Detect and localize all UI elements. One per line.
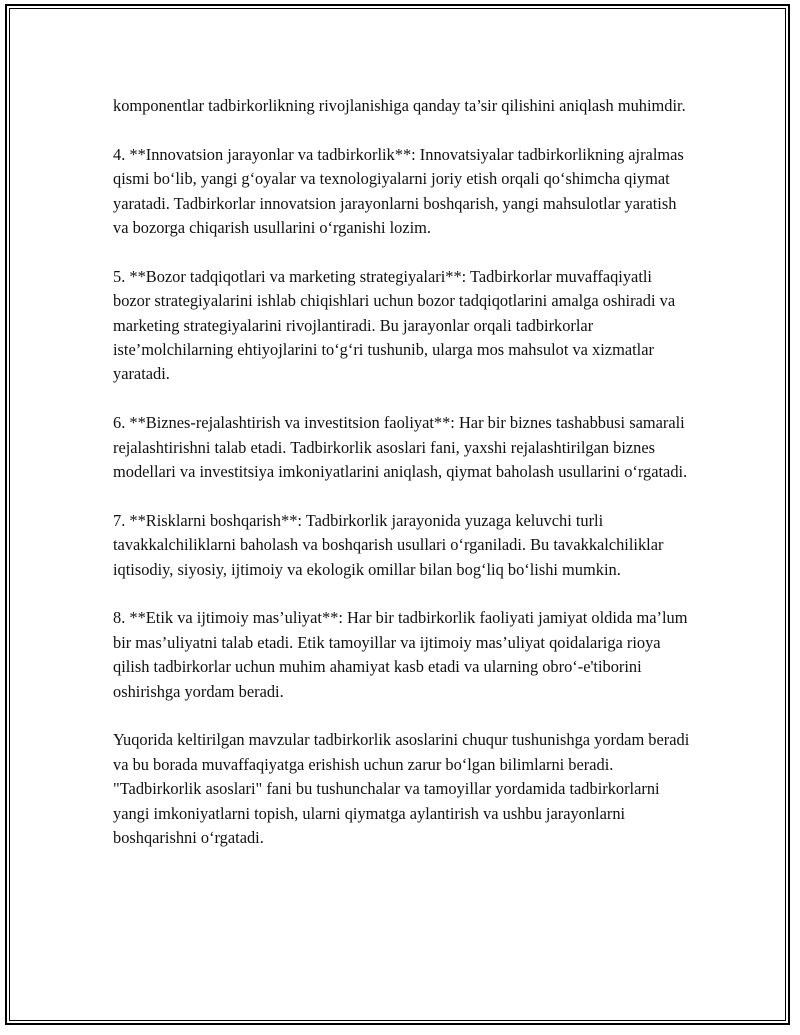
paragraph-risk-management: 7. **Risklarni boshqarish**: Tadbirkorlik jarayonida yuzaga keluvchi turli tavakkalchiliklarni baholash va boshqarish usullari o‘rganiladi. Bu tavakkalchiliklar iqtisodiy, siyosiy, ijtimoiy va ekologik omillar bilan bog‘liq bo‘lishi mumkin. xyxy=(113,510,664,579)
paragraph-market-research: 5. **Bozor tadqiqotlari va marketing strategiyalari**: Tadbirkorlar muvaffaqiyatli bozor strategiyalarini ishlab chiqishlari uchun bozor tadqiqotlarini amalga oshiradi va marketing strategiyalarini rivojlantiradi. Bu jarayonlar orqali tadbirkorlar iste’molchilarning ehtiyojlarini to‘g‘ri tushunib, ularga mos mahsulot va xizmatlar yaratadi. xyxy=(113,266,676,384)
paragraph-intro-continuation: komponentlar tadbirkorlikning rivojlanishiga qanday ta’sir qilishini aniqlash muhimdir. xyxy=(113,96,686,115)
document-body xyxy=(113,94,693,875)
paragraph-ethics: 8. **Etik va ijtimoiy mas’uliyat**: Har bir tadbirkorlik faoliyati jamiyat oldida ma’lum bir mas’uliyatni talab etadi. Etik tamoyillar va ijtimoiy mas’uliyat qoidalariga rioya qilish tadbirkorlar uchun muhim ahamiyat kasb etadi va ularning obro‘-e'tiborini oshirishga yordam beradi. xyxy=(113,608,688,701)
paragraph-conclusion: Yuqorida keltirilgan mavzular tadbirkorlik asoslarini chuqur tushunishga yordam beradi va bu borada muvaffaqiyatga erishish uchun zarur bo‘lgan bilimlarni beradi. "Tadbirkorlik asoslari" fani bu tushunchalar va tamoyillar yordamida tadbirkorlarni yangi imkoniyatlarni topish, ularni qiymatga aylantirish va ushbu jarayonlarni boshqarishni o‘rgatadi. xyxy=(113,730,690,848)
paragraph-business-planning: 6. **Biznes-rejalashtirish va investitsion faoliyat**: Har bir biznes tashabbusi samarali rejalashtirishni talab etadi. Tadbirkorlik asoslari fani, yaxshi rejalashtirilgan biznes modellari va investitsiya imkoniyatlarini aniqlash, qiymat baholash usullarini o‘rgatadi. xyxy=(113,413,688,482)
paragraph-innovation: 4. **Innovatsion jarayonlar va tadbirkorlik**: Innovatsiyalar tadbirkorlikning ajralmas qismi bo‘lib, yangi g‘oyalar va texnologiyalarni joriy etish orqali qo‘shimcha qiymat yaratadi. Tadbirkorlar innovatsion jarayonlarni boshqarish, yangi mahsulotlar yaratish va bozorga chiqarish usullarini o‘rganishi lozim. xyxy=(113,144,684,238)
